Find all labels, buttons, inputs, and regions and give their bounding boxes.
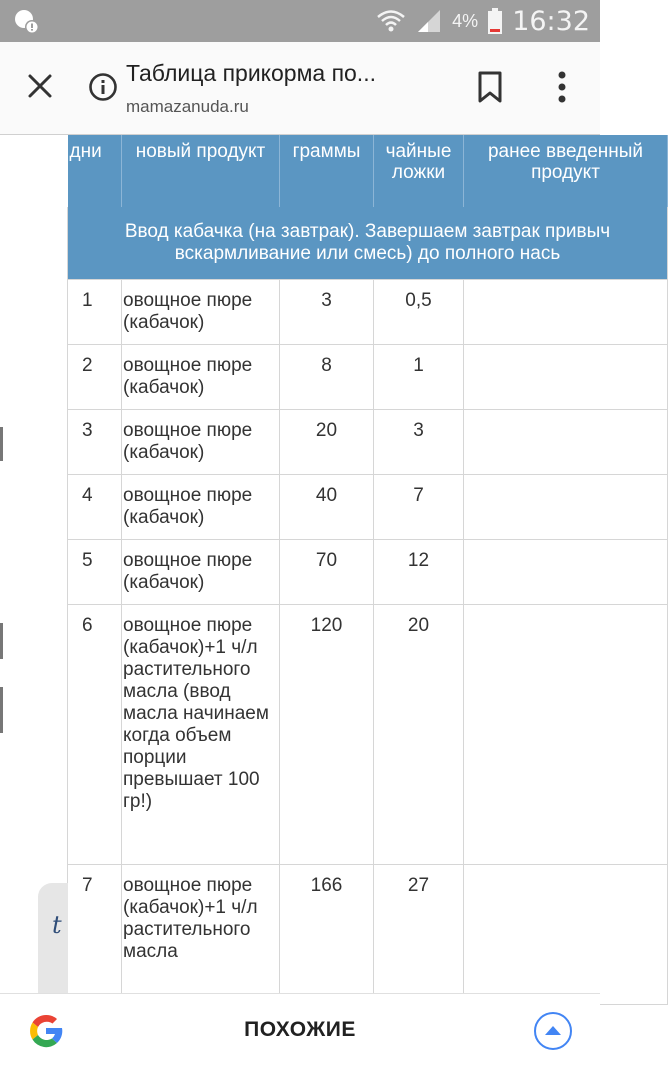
cell-prev-product xyxy=(464,279,668,344)
info-icon[interactable] xyxy=(88,72,118,102)
wifi-icon xyxy=(376,8,406,34)
cell-grams: 3 xyxy=(280,279,374,344)
related-label[interactable]: ПОХОЖИЕ xyxy=(244,1018,356,1041)
header-teaspoons: чайные ложки xyxy=(374,135,464,207)
status-bar xyxy=(0,0,600,42)
more-vert-icon[interactable] xyxy=(548,68,576,106)
margin-mark xyxy=(0,623,3,659)
table-row xyxy=(68,604,668,864)
note-line: Ввод кабачка (на завтрак). Завершаем завтрак привыч xyxy=(124,221,611,242)
left-margin xyxy=(0,135,67,993)
cell-prev-product xyxy=(464,604,668,864)
cell-spoons: 20 xyxy=(374,604,464,864)
header-new-product: новый продукт xyxy=(122,135,280,207)
header-previous-product: ранее введенный продукт xyxy=(464,135,668,207)
header-grams: граммы xyxy=(280,135,374,207)
page-url: mamazanuda.ru xyxy=(126,97,249,116)
page-title: Таблица прикорма по... xyxy=(126,60,376,86)
table-note-row xyxy=(68,207,668,279)
notification-icon xyxy=(12,7,40,35)
cell-spoons: 12 xyxy=(374,539,464,604)
cell-day: 2 xyxy=(68,344,122,409)
table-row xyxy=(68,539,668,604)
thumbnail-glyph: t xyxy=(52,911,62,939)
signal-icon xyxy=(416,8,442,34)
cell-day: 5 xyxy=(68,539,122,604)
margin-mark xyxy=(0,687,3,733)
cell-day: 3 xyxy=(68,409,122,474)
table-row xyxy=(68,474,668,539)
feeding-table xyxy=(67,135,668,1005)
note-line: вскармливание или смесь) до полного нась xyxy=(174,243,561,264)
bookmark-icon[interactable] xyxy=(476,70,504,104)
cell-product: овощное пюре (кабачок) xyxy=(122,474,280,539)
cell-product: овощное пюре (кабачок) xyxy=(122,409,280,474)
table-note xyxy=(68,207,668,279)
header-days: дни xyxy=(68,135,122,207)
cell-grams: 70 xyxy=(280,539,374,604)
page-content[interactable] xyxy=(0,135,644,993)
cell-grams: 20 xyxy=(280,409,374,474)
cell-spoons: 27 xyxy=(374,864,464,1004)
related-bar[interactable] xyxy=(0,993,600,1067)
table-row xyxy=(68,864,668,1004)
cell-product: овощное пюре (кабачок)+1 ч/л растительного масла xyxy=(122,864,280,1004)
side-thumbnail[interactable] xyxy=(38,883,68,993)
cell-grams: 8 xyxy=(280,344,374,409)
clock: 16:32 xyxy=(512,5,590,37)
cell-spoons: 0,5 xyxy=(374,279,464,344)
expand-button[interactable] xyxy=(534,1012,572,1050)
cell-spoons: 3 xyxy=(374,409,464,474)
cell-product: овощное пюре (кабачок) xyxy=(122,344,280,409)
cell-prev-product xyxy=(464,409,668,474)
battery-icon xyxy=(488,8,502,34)
cell-day: 4 xyxy=(68,474,122,539)
cell-grams: 166 xyxy=(280,864,374,1004)
table-row xyxy=(68,344,668,409)
cell-spoons: 1 xyxy=(374,344,464,409)
cell-day: 7 xyxy=(68,864,122,1004)
battery-percent: 4% xyxy=(452,10,479,31)
table-row xyxy=(68,409,668,474)
margin-mark xyxy=(0,427,3,461)
cell-day: 1 xyxy=(68,279,122,344)
cell-product: овощное пюре (кабачок)+1 ч/л растительного масла (ввод масла начинаем когда объем порции превышает 100 гр!) xyxy=(122,604,280,864)
cell-spoons: 7 xyxy=(374,474,464,539)
table-header-row xyxy=(68,135,668,207)
cell-product: овощное пюре (кабачок) xyxy=(122,279,280,344)
cell-day: 6 xyxy=(68,604,122,864)
browser-toolbar xyxy=(0,42,600,135)
cell-prev-product xyxy=(464,344,668,409)
table-row xyxy=(68,279,668,344)
cell-grams: 120 xyxy=(280,604,374,864)
cell-product: овощное пюре (кабачок) xyxy=(122,539,280,604)
cell-prev-product xyxy=(464,474,668,539)
close-icon[interactable] xyxy=(24,70,56,102)
cell-prev-product xyxy=(464,864,668,1004)
arrow-up-icon xyxy=(536,1014,570,1048)
cell-grams: 40 xyxy=(280,474,374,539)
cell-prev-product xyxy=(464,539,668,604)
